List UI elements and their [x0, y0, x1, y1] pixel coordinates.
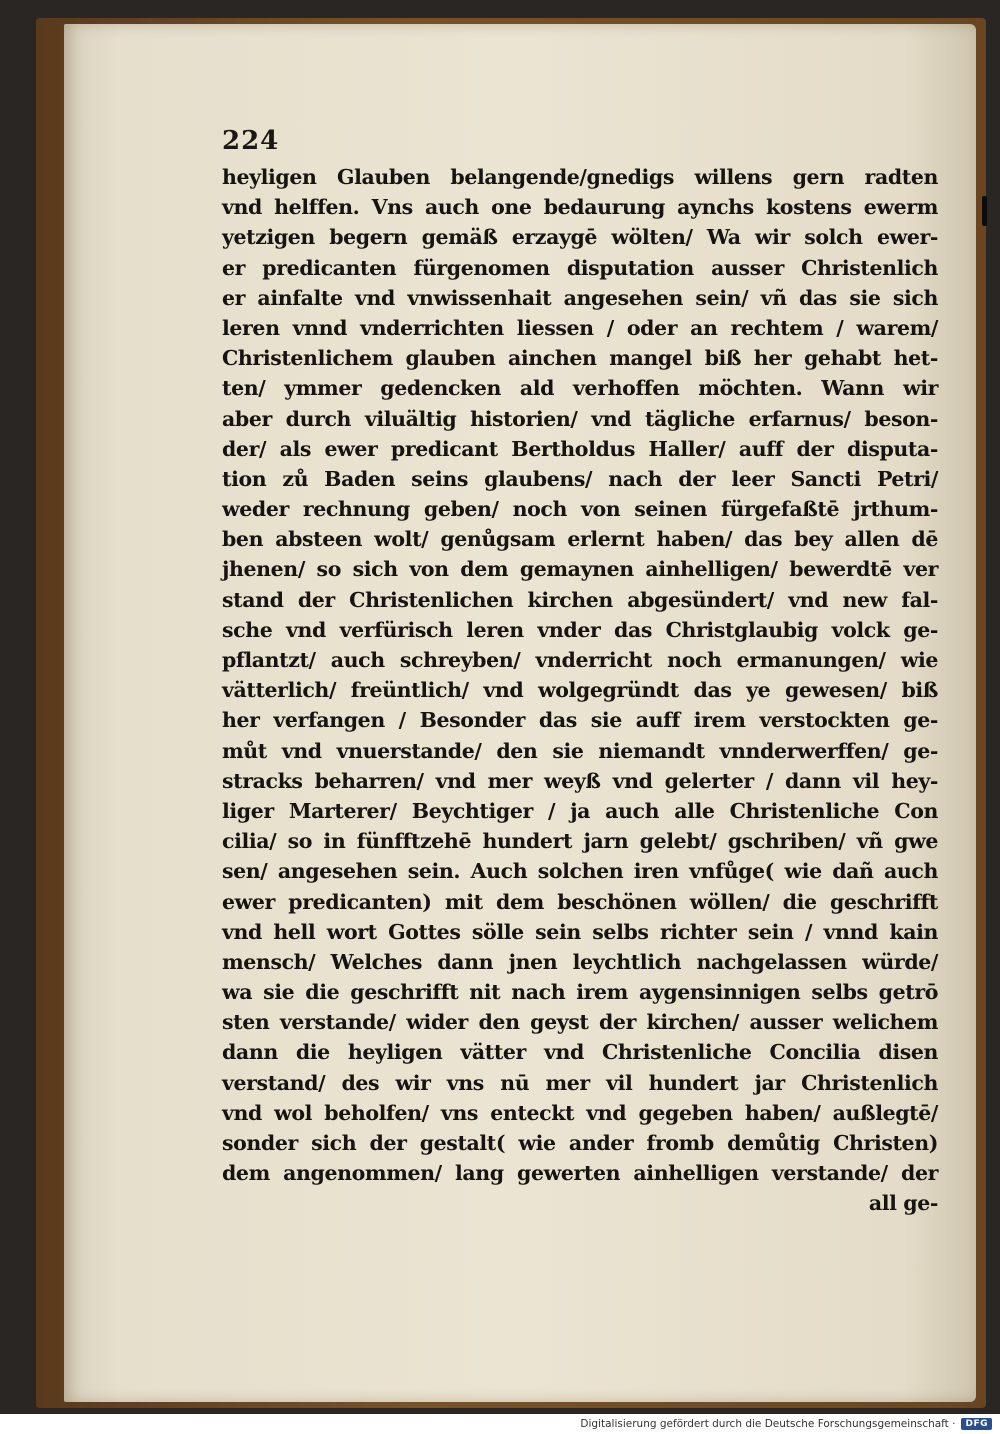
- text-line: ben absteen wolt/ genůgsam erlernt haben/ das bey allen dē: [222, 527, 938, 552]
- text-line: heyligen Glauben belangende/gnedigs willens gern radten: [222, 165, 938, 189]
- text-line: ten/ ymmer gedencken ald verhoffen möchten. Wann wir: [222, 376, 938, 401]
- text-line: cilia/ so in fünfftzehē hundert jarn gelebt/ gschriben/ vñ gwe: [222, 829, 938, 854]
- footer-credit: Digitalisierung gefördert durch die Deutsche Forschungsgemeinschaft ·: [580, 1418, 956, 1430]
- text-line: mensch/ Welches dann jnen leychtlich nachgelassen würde/: [222, 949, 938, 974]
- text-line: vnd helffen. Vns auch one bedaurung aynchs kostens ewerm: [222, 195, 938, 220]
- text-line: er ainfalte vnd vnwissenhait angesehen sein/ vñ das sie sich: [222, 285, 938, 310]
- text-line: můt vnd vnuerstande/ den sie niemandt vnnderwerffen/ ge‑: [222, 738, 938, 763]
- text-line: pflantzt/ auch schreyben/ vnderricht noch ermanungen/ wie: [222, 648, 938, 672]
- text-line: vnd hell wort Gottes sölle sein selbs richter sein / vnnd kain: [222, 919, 938, 944]
- text-line: yetzigen begern gemäß erzaygē wölten/ Wa wir solch ewer‑: [222, 225, 938, 250]
- text-line: sten verstande/ wider den geyst der kirchen/ ausser welichem: [222, 1010, 938, 1035]
- text-line: der/ als ewer predicant Bertholdus Haller/ auff der disputa‑: [222, 436, 938, 461]
- text-line: stracks beharren/ vnd mer weyß vnd gelerter / dann vil hey‑: [222, 768, 938, 793]
- text-line: jhenen/ so sich von dem gemaynen ainhelligen/ bewerdtē ver: [222, 557, 938, 582]
- text-line: aber durch viluältig historien/ vnd tägliche erfarnus/ beson‑: [222, 406, 938, 431]
- page-number: 224: [222, 126, 280, 156]
- text-line: vätterlich/ freüntlich/ vnd wolgegründt das ye gewesen/ biß: [222, 678, 938, 703]
- text-line: stand der Christenlichen kirchen abgesündert/ vnd new fal‑: [222, 587, 938, 612]
- text-line: sonder sich der gestalt( wie ander fromb demůtig Christen): [222, 1131, 938, 1155]
- text-line: dem angenommen/ lang gewerten ainhelligen verstande/ der: [222, 1161, 938, 1186]
- dfg-logo-icon: DFG: [961, 1418, 992, 1430]
- text-line: dann die heyligen vätter vnd Christenliche Concilia disen: [222, 1040, 938, 1065]
- text-line: verstand/ des wir vns nū mer vil hundert jar Christenlich: [222, 1070, 938, 1095]
- text-block: [222, 162, 938, 1219]
- text-line: wa sie die geschrifft nit nach irem aygensinnigen selbs getrō: [222, 980, 938, 1005]
- text-line: her verfangen / Besonder das sie auff irem verstockten ge‑: [222, 708, 938, 733]
- text-line: tion zů Baden seins glaubens/ nach der leer Sancti Petri/: [222, 466, 938, 491]
- text-line: liger Marterer/ Beychtiger / ja auch alle Christenliche Con: [222, 798, 938, 823]
- footer-bar: [0, 1414, 1000, 1434]
- text-line: Christenlichem glauben ainchen mangel biß her gehabt het‑: [222, 346, 938, 371]
- text-line: vnd wol beholfen/ vns enteckt vnd gegeben haben/ außlegtē/: [222, 1100, 938, 1125]
- text-line: leren vnnd vnderrichten liessen / oder an rechtem / warem/: [222, 315, 938, 340]
- margin-mark: [982, 196, 987, 226]
- text-line: ewer predicanten) mit dem beschönen wöllen/ die geschrifft: [222, 889, 938, 914]
- text-line: sen/ angesehen sein. Auch solchen iren vnfůge( wie dañ auch: [222, 859, 938, 884]
- text-line: weder rechnung geben/ noch von seinen fürgefaßtē jrthum‑: [222, 497, 938, 522]
- text-line: sche vnd verfürisch leren vnder das Christglaubig volck ge‑: [222, 617, 938, 642]
- text-line: all ge‑: [868, 1191, 938, 1216]
- text-line: er predicanten fürgenomen disputation ausser Christenlich: [222, 255, 938, 280]
